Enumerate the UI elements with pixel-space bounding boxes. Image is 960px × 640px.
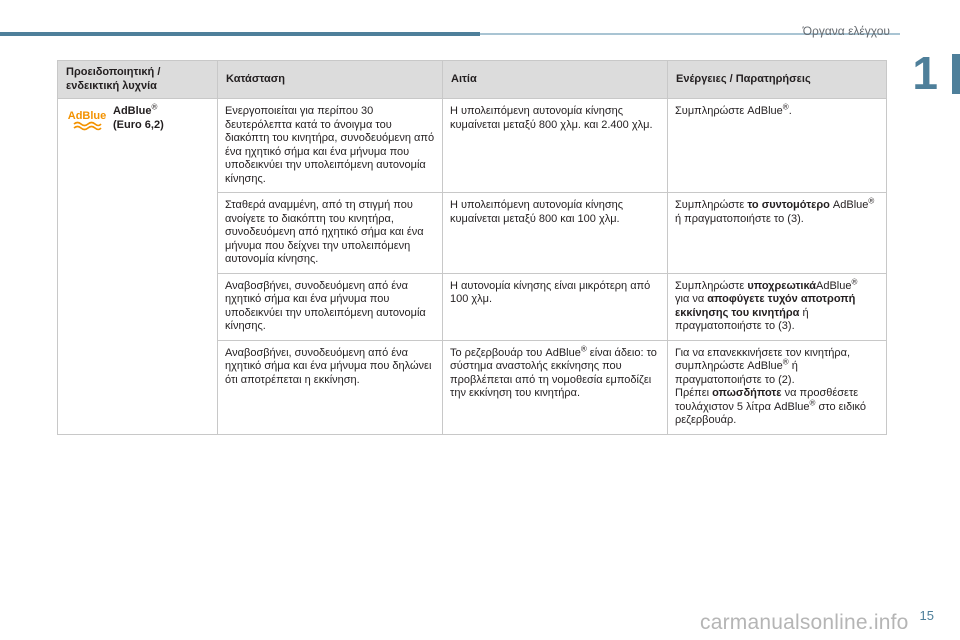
- state-cell: Αναβοσβήνει, συνοδευόμενη από ένα ηχητικό σήμα και ένα μήνυμα που υποδεικνύει την υπολειπόμενη αυτονομία κίνησης.: [218, 273, 443, 340]
- adblue-icon-label: AdBlue: [67, 110, 107, 122]
- column-header-indicator: Προειδοποιητική / ενδεικτική λυχνία: [58, 61, 218, 99]
- indicator-subtitle: (Euro 6,2): [113, 118, 164, 131]
- table-header-row: [58, 61, 887, 99]
- cause-cell: Το ρεζερβουάρ του AdBlue® είναι άδειο: το σύστημα αναστολής εκκίνησης που προβλέπεται από τη νομοθεσία εμποδίζει την εκκίνηση του κινητήρα.: [443, 340, 668, 434]
- state-cell: Ενεργοποιείται για περίπου 30 δευτερόλεπτα κατά το άνοιγμα του διακόπτη του κινητήρα, συνοδευόμενη από ένα ηχητικό σήμα και ένα μήνυμα που υποδεικνύει την υπολειπόμενη αυτονομία κίνησης.: [218, 99, 443, 193]
- header-accent-bar: [0, 32, 480, 36]
- action-cell: Συμπληρώστε το συντομότερο AdBlue® ή πραγματοποιήστε το (3).: [668, 193, 887, 274]
- section-title: Όργανα ελέγχου: [802, 24, 890, 38]
- warning-lamps-table: [57, 60, 887, 435]
- column-header-actions: Ενέργειες / Παρατηρήσεις: [668, 61, 887, 99]
- indicator-name: AdBlue: [113, 105, 152, 117]
- page-number: 15: [919, 608, 934, 623]
- cause-cell: Η αυτονομία κίνησης είναι μικρότερη από 100 χλμ.: [443, 273, 668, 340]
- cause-cell: Η υπολειπόμενη αυτονομία κίνησης κυμαίνεται μεταξύ 800 χλμ. και 2.400 χλμ.: [443, 99, 668, 193]
- column-header-cause: Αιτία: [443, 61, 668, 99]
- cause-cell: Η υπολειπόμενη αυτονομία κίνησης κυμαίνεται μεταξύ 800 και 100 χλμ.: [443, 193, 668, 274]
- action-cell: Για να επανεκκινήσετε τον κινητήρα, συμπληρώστε AdBlue® ή πραγματοποιήστε το (2). Πρέπει οπωσδήποτε να προσθέσετε τουλάχιστον 5 λίτρα AdBlue® στο ειδικό ρεζερβουάρ.: [668, 340, 887, 434]
- table-row: [58, 99, 887, 193]
- action-cell: Συμπληρώστε υποχρεωτικάAdBlue® για να αποφύγετε τυχόν αποτροπή εκκίνησης του κινητήρα ή πραγματοποιήστε το (3).: [668, 273, 887, 340]
- adblue-warning-icon: [65, 107, 109, 133]
- indicator-cell: [58, 99, 218, 435]
- chapter-tab: [952, 54, 960, 94]
- state-cell: Σταθερά αναμμένη, από τη στιγμή που ανοίγετε το διακόπτη του κινητήρα, συνοδευόμενη από ηχητικό σήμα και ένα μήνυμα που δείχνει την υπολειπόμενη αυτονομία κίνησης.: [218, 193, 443, 274]
- chapter-number: 1: [912, 47, 938, 99]
- action-cell: Συμπληρώστε AdBlue®.: [668, 99, 887, 193]
- column-header-state: Κατάσταση: [218, 61, 443, 99]
- state-cell: Αναβοσβήνει, συνοδευόμενη από ένα ηχητικό σήμα και ένα μήνυμα που δηλώνει ότι αποτρέπεται η εκκίνηση.: [218, 340, 443, 434]
- registered-mark: ®: [151, 102, 158, 112]
- watermark: carmanualsonline.info: [700, 611, 909, 634]
